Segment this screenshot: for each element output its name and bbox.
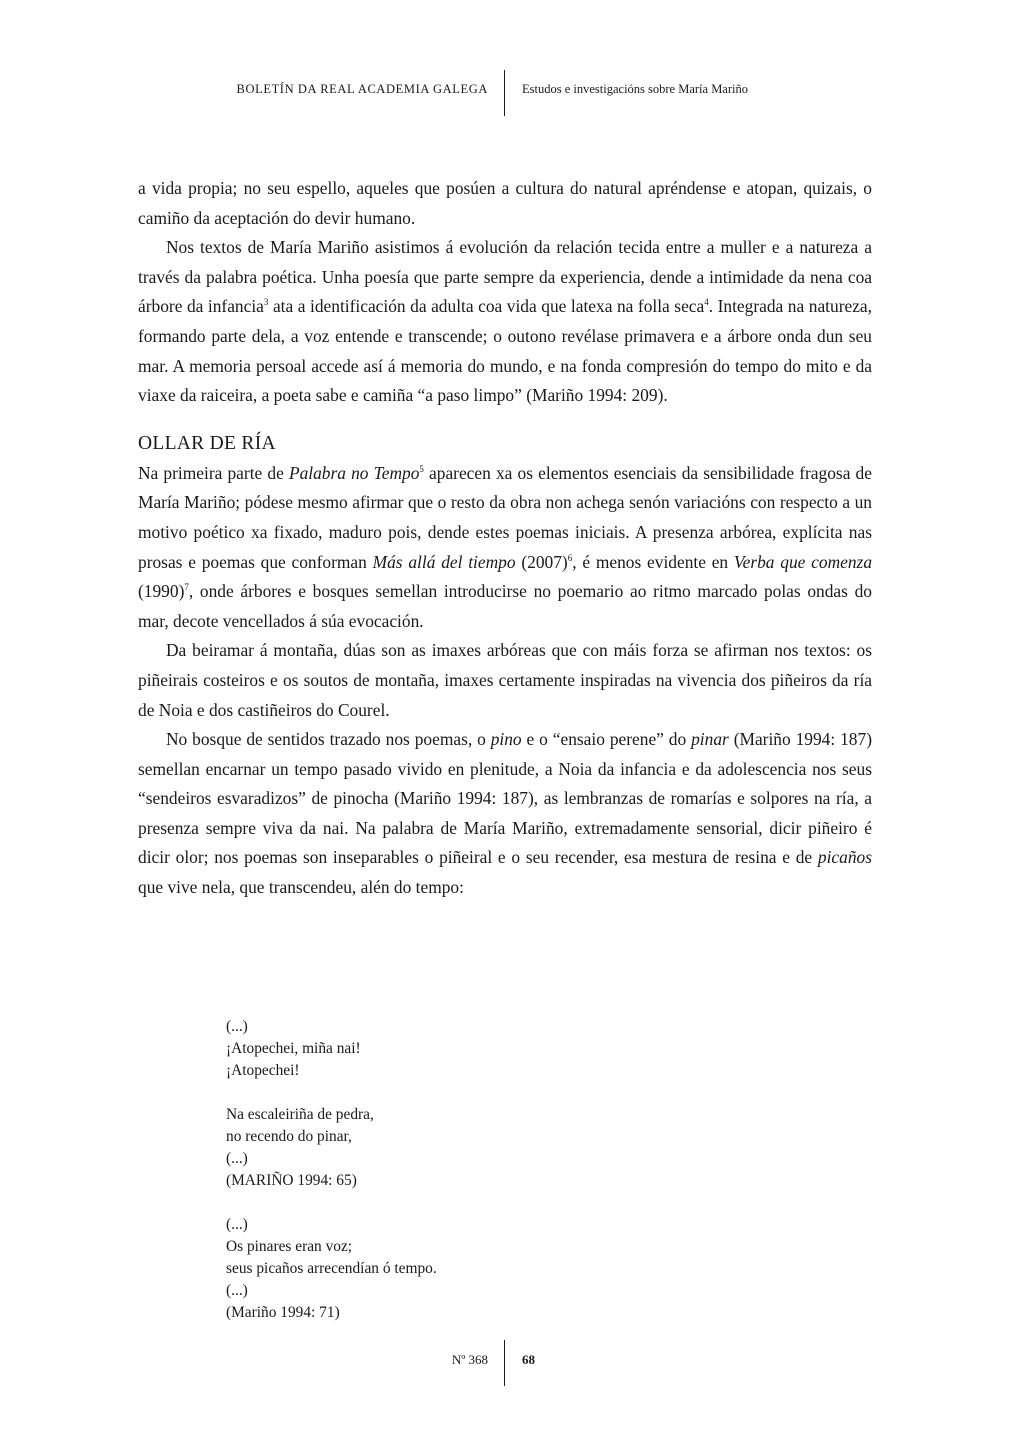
verse-quotation xyxy=(226,1016,726,1324)
paragraph-3: Na primeira parte de Palabra no Tempo$^5$ aparecen xa os elementos esenciais da sensibilidade fragosa de María Mariño; pódese mesmo afirmar que o resto da obra non achega senón variacións con respecto a un motivo poético xa fixado, maduro pois, dende estes poemas iniciais. A presenza arbórea, explícita nas prosas e poemas que conforman Más allá del tiempo $(2007)^6$, é menos evidente en Verba que comenza $(1990)^7$, onde árbores e bosques semellan introducirse no poemario ao ritmo marcado polas ondas do mar, decote vencellados á súa evocación. xyxy=(138,462,873,631)
paragraph-4: Da beiramar á montaña, dúas son as imaxes arbóreas que con máis forza se afirman nos textos: os piñeirais costeiros e os soutos de montaña, imaxes certamente inspiradas na vivencia dos piñeiros da ría de Noia e dos castiñeiros do Courel. xyxy=(138,640,872,720)
paragraph-2: Nos textos de María Mariño asistimos á evolución da relación tecida entre a muller e a natureza a través da palabra poética. Unha poesía que parte sempre da experiencia, dende a intimidade da nena coa árbore da infancia$^3$ ata a identificación da adulta coa vida que latexa na folla seca$^4$. Integrada na natureza, formando parte dela, a voz entende e transcende; o outono revélase primavera e a árbore onda dun seu mar. A memoria persoal accede así á memoria do mundo, e na fonda compresión do tempo do mito e da viaxe da raiceira, a poeta sabe e camiña “a paso limpo” (Mariño 1994: 209). xyxy=(138,237,872,406)
verse-line: Na escaleiriña de pedra, xyxy=(226,1106,374,1123)
footnote-ref-7[interactable]: 7 xyxy=(184,582,189,593)
footnote-ref-5[interactable]: 5 xyxy=(419,463,424,474)
footnote-ref-4[interactable]: 4 xyxy=(704,297,709,308)
verse-line: (...) xyxy=(226,1216,248,1233)
journal-title: BOLETÍN DA REAL ACADEMIA GALEGA xyxy=(236,82,488,96)
verse-line: (...) xyxy=(226,1018,248,1035)
stanza-3 xyxy=(226,1214,726,1324)
paragraph-1: a vida propia; no seu espello, aqueles que posúen a cultura do natural apréndense e atopan, quizais, o camiño da aceptación do devir humano. xyxy=(138,178,872,228)
verse-line: (...) xyxy=(226,1282,248,1299)
verse-citation: (Mariño 1994: 71) xyxy=(226,1304,340,1321)
footnote-ref-6[interactable]: 6 xyxy=(567,552,573,563)
stanza-2 xyxy=(226,1104,726,1192)
paragraph-5: No bosque de sentidos trazado nos poemas, o pino e o “ensaio perene” do pinar (Mariño 1994: 187) semellan encarnar un tempo pasado vivido en plenitude, a Noia da infancia e da adolescencia nos seus “sendeiros esvaradizos” de pinocha (Mariño 1994: 187), as lembranzas de romarías e solpores na ría, a presenza sempre viva da nai. Na palabra de María Mariño, extremadamente sensorial, dicir piñeiro é dicir olor; nos poemas son inseparables o piñeiral e o seu recender, esa mestura de resina e de picaños que vive nela, que transcendeu, alén do tempo: xyxy=(138,729,872,898)
page-footer xyxy=(0,1340,1010,1388)
header-divider xyxy=(504,70,505,116)
verse-line: (...) xyxy=(226,1150,248,1167)
verse-citation: (MARIÑO 1994: 65) xyxy=(226,1172,357,1189)
article-body xyxy=(138,174,872,903)
verse-line: ¡Atopechei! xyxy=(226,1062,300,1079)
verse-line: no recendo do pinar, xyxy=(226,1128,352,1145)
page-number: 68 xyxy=(522,1352,535,1367)
verse-line: Os pinares eran voz; xyxy=(226,1238,353,1255)
issue-number: Nº 368 xyxy=(451,1352,488,1367)
verse-line: ¡Atopechei, miña nai! xyxy=(226,1040,361,1057)
footer-divider xyxy=(504,1340,505,1386)
stanza-1 xyxy=(226,1016,726,1082)
section-heading: OLLAR DE RÍA xyxy=(138,432,276,454)
verse-line: seus picaños arrecendían ó tempo. xyxy=(226,1260,437,1277)
section-title-header: Estudos e investigacións sobre María Mariño xyxy=(522,82,748,96)
footnote-ref-3[interactable]: 3 xyxy=(263,297,269,308)
page-header xyxy=(0,66,1010,116)
